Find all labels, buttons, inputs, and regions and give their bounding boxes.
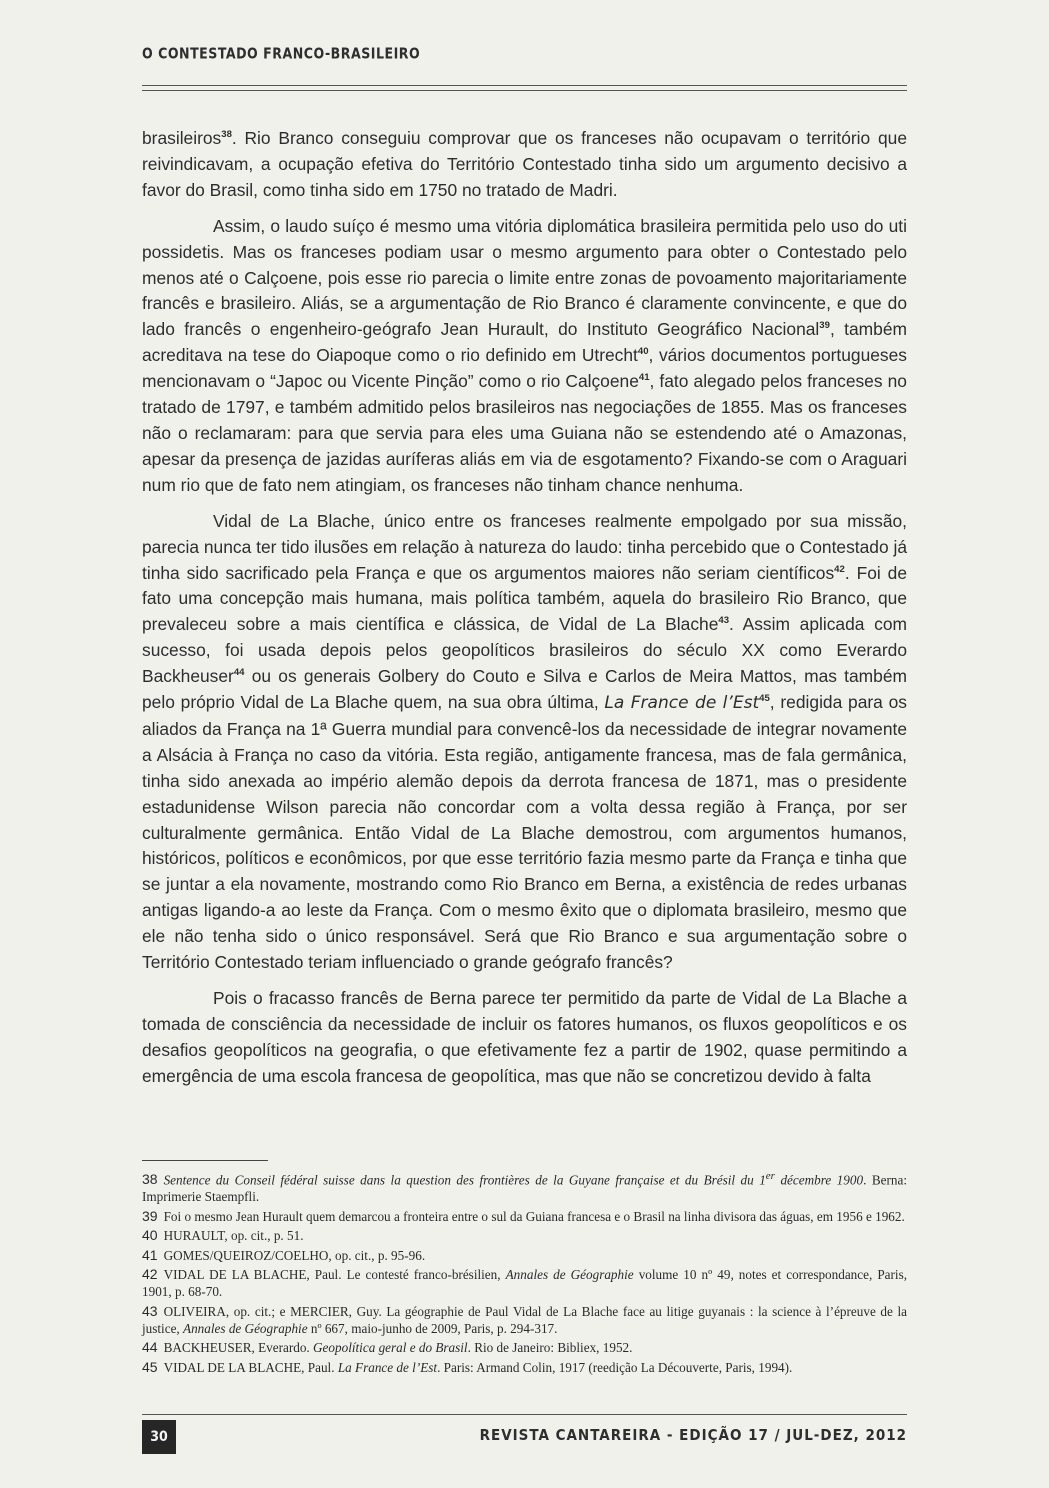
footnote-text: VIDAL DE LA BLACHE, Paul. <box>163 1359 338 1375</box>
paragraph-1 <box>142 126 907 204</box>
text-run: Vidal de La Blache, único entre os franceses realmente empolgado por sua missão, parecia nunca ter tido ilusões em relação à natureza do laudo: tinha percebido que o Contestado já tinha sido sacrificado pela França e que os argumentos maiores não seriam científicos <box>142 510 907 583</box>
text-run: . Rio Branco conseguiu comprovar que os franceses não ocupavam o território que reivindicavam, a ocupação efetiva do Território Contestado tinha sido um argumento decisivo a favor do Brasil, como tinha sido em 1750 no tratado de Madri. <box>142 128 907 200</box>
footnote-number: 42 <box>142 1266 158 1283</box>
footnote-ref[interactable]: 38 <box>221 129 232 141</box>
footnote-number: 41 <box>142 1246 158 1263</box>
footnote-39 <box>142 1208 907 1225</box>
footnote-44 <box>142 1339 907 1356</box>
footnote-ref[interactable]: 43 <box>718 615 730 627</box>
text-run: , fato alegado pelos franceses no tratado de 1797, e também admitido pelos brasileiros nas negociações de 1855. Mas os franceses não o reclamaram: para que servia para eles uma Guiana não se estendendo até o Amazonas, apesar da presença de jazidas auríferas aliás em via de esgotamento? Fixando-se com o Araguari num rio que de fato nem atingiam, os franceses não tinham chance nenhuma. <box>142 371 907 495</box>
footnote-italic: Annales de Géographie <box>183 1320 308 1336</box>
footnote-42 <box>142 1266 907 1300</box>
footnote-number: 38 <box>142 1171 158 1188</box>
journal-title: REVISTA CANTAREIRA - EDIÇÃO 17 / JUL-DEZ, 2012 <box>479 1426 907 1444</box>
running-title: O CONTESTADO FRANCO-BRASILEIRO <box>142 45 421 63</box>
article-body <box>142 126 907 1100</box>
footnote-italic: Geopolítica geral e do Brasil <box>313 1340 468 1356</box>
footer-divider <box>142 1414 907 1415</box>
footnote-divider <box>142 1160 268 1161</box>
paragraph-2 <box>142 214 907 499</box>
footnote-text: . Rio de Janeiro: Bibliex, 1952. <box>467 1340 633 1356</box>
footnote-text: VIDAL DE LA BLACHE, Paul. Le contesté franco-brésilien, <box>163 1267 506 1283</box>
footnote-38 <box>142 1168 907 1205</box>
footnote-text: . Berna: Imprimerie Staempfli. <box>142 1172 907 1205</box>
text-run: . Foi de fato uma concepção mais humana, mais política também, aquela do brasileiro Rio Branco, que prevaleceu sobre a mais científica e clássica, de Vidal de La Blache <box>142 562 908 635</box>
header-divider <box>142 85 907 91</box>
page-number: 30 <box>142 1420 176 1454</box>
text-run: , também acreditava na tese do Oiapoque como o rio definido em Utrecht <box>142 319 907 366</box>
footnote-number: 44 <box>142 1339 158 1356</box>
footnote-italic: décembre 1900 <box>774 1172 864 1188</box>
footnote-40 <box>142 1227 907 1244</box>
footnote-ref[interactable]: 45 <box>759 693 770 705</box>
footnote-ref[interactable]: 39 <box>819 320 830 332</box>
footnote-number: 43 <box>142 1302 158 1319</box>
footnote-41 <box>142 1247 907 1264</box>
footnote-italic: Annales de Géographie <box>505 1267 634 1283</box>
footnote-text: GOMES/QUEIROZ/COELHO, op. cit., p. 95-96. <box>163 1247 426 1263</box>
paragraph-4 <box>142 986 907 1090</box>
text-run: Assim, o laudo suíço é mesmo uma vitória diplomática brasileira permitida pelo uso do uti possidetis. Mas os franceses podiam usar o mesmo argumento para obter o Contestado pelo menos até o Calçoene, pois esse rio parecia o limite entre zonas de povoamento majoritariamente francês e brasileiro. Aliás, se a argumentação de Rio Branco é claramente convincente, e que do lado francês o engenheiro-geógrafo Jean Hurault, do Instituto Geográfico Nacional <box>142 215 907 340</box>
text-run: , vários documentos portugueses mencionavam o “Japoc ou Vicente Pinção” como o rio Calçoene <box>142 345 907 392</box>
footnote-text: BACKHEUSER, Everardo. <box>163 1340 314 1356</box>
text-run: Pois o fracasso francês de Berna parece ter permitido da parte de Vidal de La Blache a tomada de consciência da necessidade de incluir os fatores humanos, os fluxos geopolíticos e os desafios geopolíticos na geografia, o que efetivamente fez a partir de 1902, quase permitindo a emergência de uma escola francesa de geopolítica, mas que não se concretizou devido à falta <box>142 988 907 1086</box>
book-title: La France de l’Est <box>604 693 760 714</box>
footnote-text: volume 10 nº 49, notes et correspondance, Paris, 1901, p. 68-70. <box>142 1267 907 1300</box>
text-run: brasileiros <box>142 128 222 148</box>
footnote-43 <box>142 1303 907 1337</box>
text-run: , redigida para os aliados da França na 1ª Guerra mundial para convencê-los da necessidade de integrar novamente a Alsácia à França no caso da vitória. Esta região, antigamente francesa, mas de fala germânica, tinha sido anexada ao império alemão depois da derrota francesa de 1871, mas o presidente estadunidense Wilson parecia não concordar com a volta dessa região à França, por ser culturalmente germânica. Então Vidal de La Blache demostrou, com argumentos humanos, históricos, políticos e econômicos, por que esse território fazia mesmo parte da França e tinha que se juntar a ela novamente, mostrando como Rio Branco em Berna, a existência de redes urbanas antigas ligando-a ao leste da França. Com o mesmo êxito que o diplomata brasileiro, mesmo que ele não tenha sido o único responsável. Será que Rio Branco e sua argumentação sobre o Território Contestado teriam influenciado o grande geógrafo francês? <box>142 692 907 973</box>
text-run: ou os generais Golbery do Couto e Silva e Carlos de Meira Mattos, mas também pelo próprio Vidal de La Blache quem, na sua obra última, <box>142 666 907 713</box>
footnote-text: HURAULT, op. cit., p. 51. <box>163 1228 304 1244</box>
footnote-ref[interactable]: 44 <box>233 667 245 679</box>
footnote-45 <box>142 1359 907 1376</box>
footnote-italic: Sentence du Conseil fédéral suisse dans la question des frontières de la Guyane française et du Brésil du 1 <box>163 1172 766 1188</box>
footnote-text: OLIVEIRA, op. cit.; e MERCIER, Guy. La géographie de Paul Vidal de La Blache face au litige guyanais : la science à l’épreuve de la justice, <box>142 1303 907 1336</box>
footnote-ref[interactable]: 42 <box>834 563 845 575</box>
footnote-ref[interactable]: 40 <box>637 346 649 358</box>
footnote-text: . Paris: Armand Colin, 1917 (reedição La Découverte, Paris, 1994). <box>437 1359 793 1375</box>
footnote-sup: er <box>765 1170 775 1182</box>
footnote-text: Foi o mesmo Jean Hurault quem demarcou a fronteira entre o sul da Guiana francesa e o Brasil na linha divisora das águas, em 1956 e 1962. <box>163 1208 905 1224</box>
text-run: . Assim aplicada com sucesso, foi usada depois pelos geopolíticos brasileiros do século XX como Everardo Backheuser <box>142 614 908 687</box>
footnotes <box>142 1168 907 1378</box>
footnote-number: 39 <box>142 1207 158 1224</box>
footnote-number: 40 <box>142 1227 158 1244</box>
footnote-italic: La France de l’Est <box>337 1359 438 1375</box>
footnote-text: nº 667, maio-junho de 2009, Paris, p. 294-317. <box>307 1320 558 1336</box>
paragraph-3 <box>142 509 907 976</box>
footnote-ref[interactable]: 41 <box>638 372 650 384</box>
footnote-number: 45 <box>142 1358 158 1375</box>
